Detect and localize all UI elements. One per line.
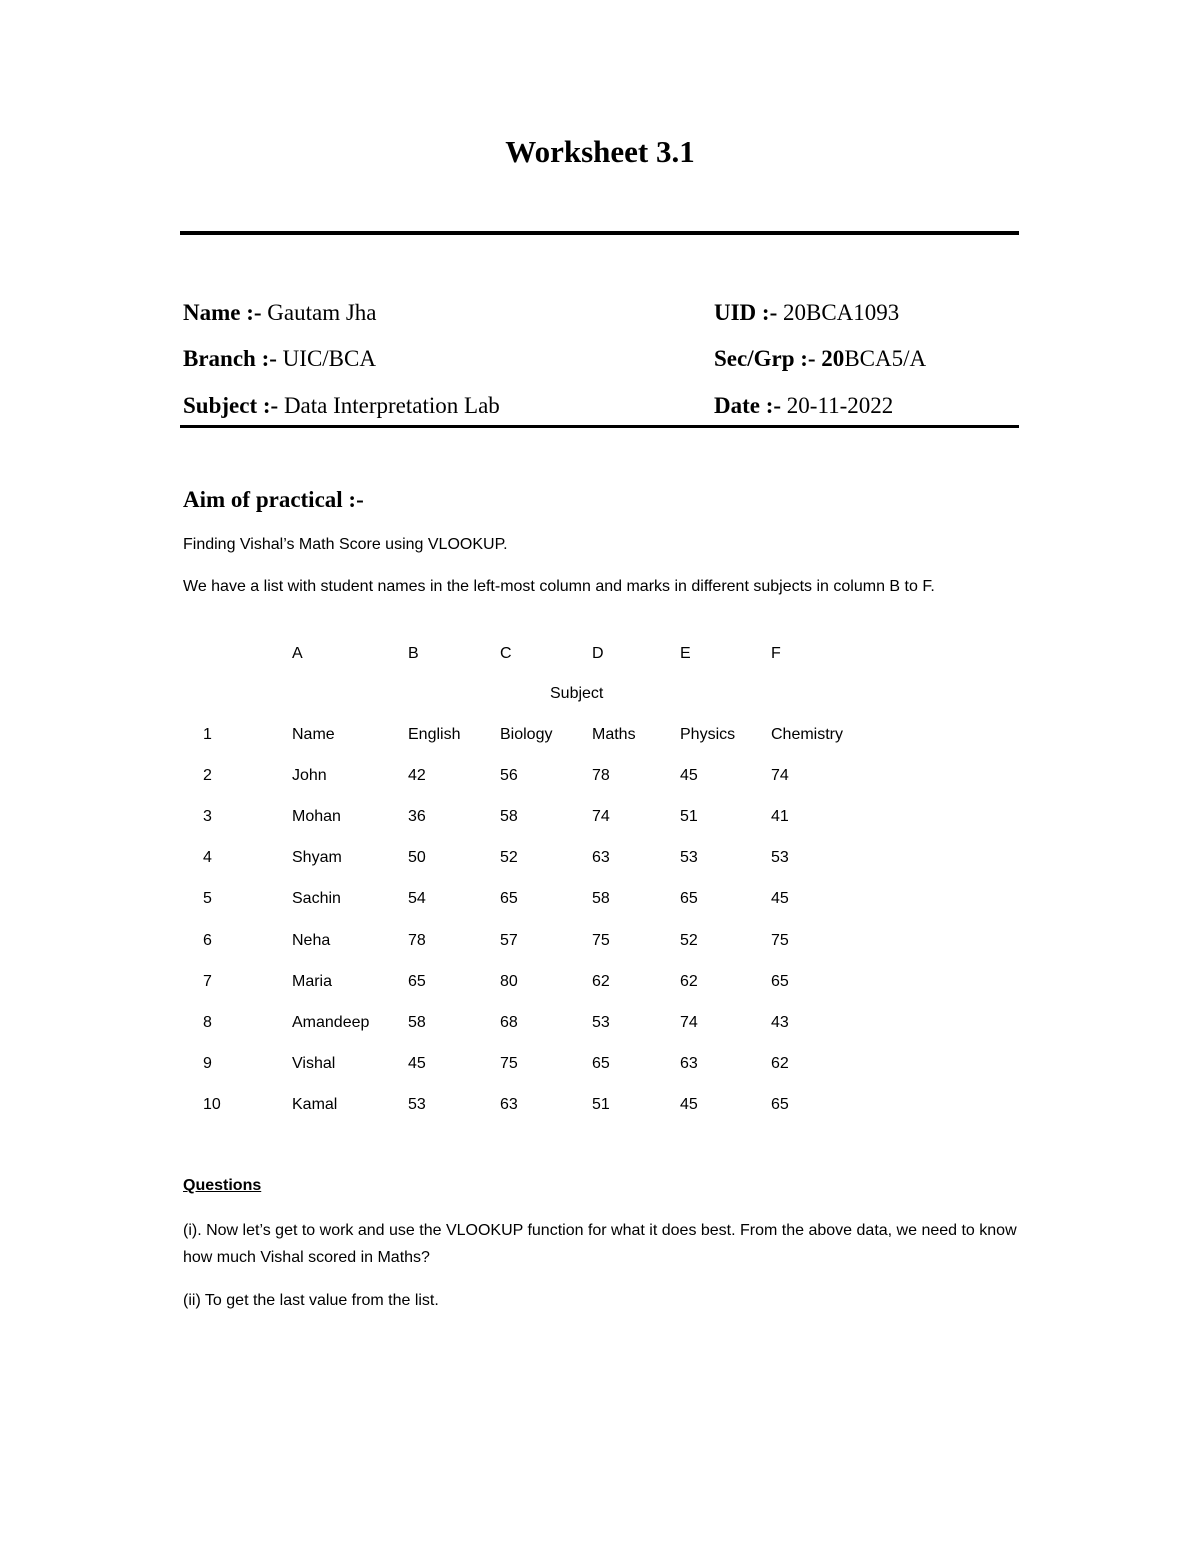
column-header: Maths bbox=[592, 726, 636, 743]
column-header: Physics bbox=[680, 726, 736, 743]
table-cell: 41 bbox=[771, 808, 789, 825]
table-cell: Kamal bbox=[292, 1096, 338, 1113]
questions-heading: Questions bbox=[183, 1177, 262, 1194]
aim-line-1: Finding Vishal’s Math Score using VLOOKUP. bbox=[183, 536, 508, 553]
table-cell: 62 bbox=[592, 973, 610, 990]
subject-label: Subject :- bbox=[183, 393, 279, 418]
table-cell: 56 bbox=[500, 767, 518, 784]
table-cell: 45 bbox=[680, 1096, 698, 1113]
uid-label: UID :- bbox=[714, 300, 778, 325]
date-label: Date :- bbox=[714, 393, 782, 418]
table-cell: 50 bbox=[408, 849, 426, 866]
column-header: Chemistry bbox=[771, 726, 844, 743]
row-number: 1 bbox=[203, 726, 212, 743]
column-header: English bbox=[408, 726, 461, 743]
uid-value: 20BCA1093 bbox=[777, 300, 900, 325]
table-cell: 65 bbox=[771, 1096, 789, 1113]
table-cell: 75 bbox=[500, 1055, 518, 1072]
page-title: Worksheet 3.1 bbox=[505, 134, 695, 169]
branch-field bbox=[183, 346, 376, 372]
row-number: 3 bbox=[203, 808, 212, 825]
table-cell: Maria bbox=[292, 973, 333, 990]
table-cell: 75 bbox=[771, 932, 789, 949]
row-number: 5 bbox=[203, 890, 212, 907]
table-cell: 63 bbox=[680, 1055, 698, 1072]
table-cell: 52 bbox=[500, 849, 518, 866]
table-cell: Vishal bbox=[292, 1055, 336, 1072]
table-cell: 68 bbox=[500, 1014, 518, 1031]
question-1: (i). Now let’s get to work and use the VLOOKUP function for what it does best. From the above data, we need to know how much Vishal scored in Maths? bbox=[183, 1222, 1017, 1266]
row-number: 4 bbox=[203, 849, 212, 866]
table-cell: Neha bbox=[292, 932, 331, 949]
table-cell: 65 bbox=[771, 973, 789, 990]
table-cell: 78 bbox=[408, 932, 426, 949]
table-cell: 62 bbox=[680, 973, 698, 990]
uid-field bbox=[714, 300, 899, 326]
row-number: 10 bbox=[203, 1096, 221, 1113]
branch-label: Branch :- bbox=[183, 346, 277, 371]
table-cell: 36 bbox=[408, 808, 426, 825]
column-letter-f: F bbox=[771, 645, 781, 662]
table-cell: 54 bbox=[408, 890, 426, 907]
table-cell: 63 bbox=[592, 849, 610, 866]
table-cell: 52 bbox=[680, 932, 698, 949]
subject-field bbox=[183, 393, 500, 419]
table-cell: 53 bbox=[680, 849, 698, 866]
table-cell: Shyam bbox=[292, 849, 342, 866]
table-cell: 53 bbox=[408, 1096, 426, 1113]
table-cell: 65 bbox=[500, 890, 518, 907]
subject-group-label: Subject bbox=[550, 685, 604, 702]
aim-line-2: We have a list with student names in the left-most column and marks in different subjects in column B to F. bbox=[183, 578, 935, 595]
table-cell: 78 bbox=[592, 767, 610, 784]
table-cell: Amandeep bbox=[292, 1014, 370, 1031]
name-field bbox=[183, 300, 377, 326]
column-header: Name bbox=[292, 726, 335, 743]
column-letter-e: E bbox=[680, 645, 691, 662]
table-cell: 80 bbox=[500, 973, 518, 990]
table-cell: 58 bbox=[500, 808, 518, 825]
question-2: (ii) To get the last value from the list. bbox=[183, 1292, 439, 1309]
row-number: 6 bbox=[203, 932, 212, 949]
row-number: 9 bbox=[203, 1055, 212, 1072]
table-cell: 53 bbox=[771, 849, 789, 866]
table-cell: 53 bbox=[592, 1014, 610, 1031]
table-cell: 58 bbox=[592, 890, 610, 907]
aim-heading: Aim of practical :- bbox=[183, 487, 364, 512]
table-cell: 65 bbox=[408, 973, 426, 990]
table-cell: 45 bbox=[680, 767, 698, 784]
table-cell: Sachin bbox=[292, 890, 341, 907]
subject-value: Data Interpretation Lab bbox=[278, 393, 500, 418]
column-letter-c: C bbox=[500, 645, 512, 662]
table-cell: 74 bbox=[771, 767, 789, 784]
table-cell: 62 bbox=[771, 1055, 789, 1072]
row-number: 2 bbox=[203, 767, 212, 784]
row-number: 7 bbox=[203, 973, 212, 990]
name-label: Name :- bbox=[183, 300, 262, 325]
date-value: 20-11-2022 bbox=[781, 393, 894, 418]
name-value: Gautam Jha bbox=[261, 300, 377, 325]
table-cell: 51 bbox=[680, 808, 698, 825]
secgrp-field bbox=[714, 346, 926, 372]
secgrp-value: BCA5/A bbox=[844, 346, 927, 371]
table-cell: 43 bbox=[771, 1014, 789, 1031]
table-cell: 65 bbox=[680, 890, 698, 907]
table-cell: 74 bbox=[592, 808, 610, 825]
branch-value: UIC/BCA bbox=[276, 346, 376, 371]
table-cell: 65 bbox=[592, 1055, 610, 1072]
table-cell: 57 bbox=[500, 932, 518, 949]
column-letter-a: A bbox=[292, 645, 303, 662]
top-divider bbox=[180, 231, 1019, 235]
bottom-divider bbox=[180, 425, 1019, 428]
table-cell: 45 bbox=[771, 890, 789, 907]
column-letter-d: D bbox=[592, 645, 604, 662]
secgrp-label: Sec/Grp :- 20 bbox=[714, 346, 845, 371]
table-cell: 58 bbox=[408, 1014, 426, 1031]
table-cell: 51 bbox=[592, 1096, 610, 1113]
table-cell: John bbox=[292, 767, 327, 784]
table-cell: 75 bbox=[592, 932, 610, 949]
table-cell: 63 bbox=[500, 1096, 518, 1113]
table-cell: Mohan bbox=[292, 808, 341, 825]
table-cell: 42 bbox=[408, 767, 426, 784]
table-cell: 74 bbox=[680, 1014, 698, 1031]
row-number: 8 bbox=[203, 1014, 212, 1031]
date-field bbox=[714, 393, 893, 419]
column-header: Biology bbox=[500, 726, 553, 743]
table-cell: 45 bbox=[408, 1055, 426, 1072]
column-letter-b: B bbox=[408, 645, 419, 662]
